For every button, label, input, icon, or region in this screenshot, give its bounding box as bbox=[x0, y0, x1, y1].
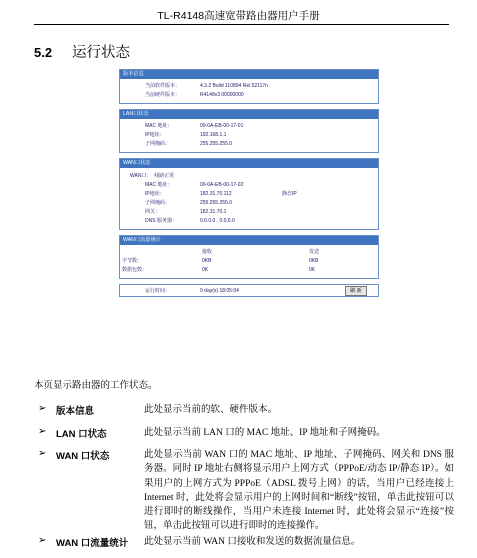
bullet-icon: ➢ bbox=[38, 448, 47, 459]
bullet-icon: ➢ bbox=[38, 403, 47, 414]
wan-mask-value: 255.255.255.0 bbox=[200, 200, 232, 206]
runtime-label: 运行时间： bbox=[145, 288, 171, 294]
version-panel-title: 版本信息 bbox=[120, 70, 378, 79]
traffic-col-send: 发送 bbox=[309, 249, 320, 255]
bullet-icon: ➢ bbox=[38, 426, 47, 437]
item-name: WAN 口流量统计 bbox=[56, 538, 129, 549]
packets-recv: 0K bbox=[202, 267, 209, 273]
packets-send: 0K bbox=[309, 267, 316, 273]
traffic-panel-title: WAN口流量统计 bbox=[120, 236, 378, 245]
wan-ip-mode: 静态IP bbox=[282, 191, 297, 197]
item-name: WAN 口状态 bbox=[56, 451, 110, 462]
lan-panel bbox=[119, 109, 379, 153]
section-number: 5.2 bbox=[34, 45, 53, 60]
runtime-value: 0 day(s) 18:05:04 bbox=[200, 287, 239, 294]
lan-panel-title: LAN口状态 bbox=[120, 110, 378, 119]
wan-gateway-value: 182.31.70.1 bbox=[200, 209, 227, 215]
lan-ip-label: IP地址： bbox=[145, 132, 165, 138]
wan-label: WAN口： bbox=[130, 173, 152, 179]
packets-label: 数据包数： bbox=[122, 267, 148, 273]
wan-mac-label: MAC 地址： bbox=[145, 182, 173, 188]
lan-mask-label: 子网掩码： bbox=[145, 141, 171, 147]
item-text: 此处显示当前 WAN 口的 MAC 地址、IP 地址、子网掩码、网关和 DNS 服务器。同时 IP 地址右侧将显示用户上网方式（PPPoE/动态 IP/静态 IP）。如果用户的上网方式为 PPPoE（ADSL 拨号上网）的话，当用户已经连接上 Internet 时，此处将会显示用户的上网时间和“断线”按钮，单击此按钮可以进行即时的断线操作，当用户未连接 Internet 时，此处将会显示“连接”按钮，单击此按钮可以进行即时的连接操作。 bbox=[144, 450, 454, 532]
lan-mac-label: MAC 地址： bbox=[145, 123, 173, 129]
lan-ip-value: 192.168.1.1 bbox=[200, 132, 227, 138]
page-description: 本页显示路由器的工作状态。 bbox=[34, 381, 158, 391]
wan-dns-label: DNS 服务器： bbox=[145, 218, 177, 224]
wan-panel-title: WAN口状态 bbox=[120, 159, 378, 168]
wan-panel bbox=[119, 158, 379, 230]
router-status-screenshot bbox=[119, 69, 379, 302]
wan-line-status: 线路正常 bbox=[154, 173, 175, 179]
software-version-value: 4.3.2 Build 110804 Rel.52117n bbox=[200, 83, 268, 89]
lan-mac-value: 00-0A-EB-00-17-01 bbox=[200, 123, 244, 129]
software-version-label: 当前软件版本： bbox=[145, 83, 181, 89]
hardware-version-label: 当前硬件版本： bbox=[145, 92, 181, 98]
header-rule bbox=[34, 24, 449, 25]
wan-ip-label: IP地址： bbox=[145, 191, 165, 197]
wan-gateway-label: 网关： bbox=[145, 209, 161, 215]
lan-mask-value: 255.255.255.0 bbox=[200, 141, 232, 147]
hardware-version-value: R4148v3 00000000 bbox=[200, 92, 244, 98]
item-name: LAN 口状态 bbox=[56, 429, 107, 440]
bullet-icon: ➢ bbox=[38, 535, 47, 546]
item-text: 此处显示当前 LAN 口的 MAC 地址、IP 地址和子网掩码。 bbox=[144, 428, 386, 438]
bytes-recv: 0KB bbox=[202, 258, 212, 264]
item-name: 版本信息 bbox=[56, 406, 95, 417]
refresh-button[interactable]: 刷 新 bbox=[345, 286, 367, 296]
wan-ip-value: 182.31.70.112 bbox=[200, 191, 232, 197]
item-text: 此处显示当前的软、硬件版本。 bbox=[144, 405, 278, 415]
section-heading bbox=[34, 41, 130, 62]
bytes-send: 0KB bbox=[309, 258, 319, 264]
item-text: 此处显示当前 WAN 口接收和发送的数据流量信息。 bbox=[144, 537, 361, 547]
traffic-panel bbox=[119, 235, 379, 279]
wan-mask-label: 子网掩码： bbox=[145, 200, 171, 206]
section-title: 运行状态 bbox=[72, 45, 130, 61]
wan-mac-value: 00-0A-EB-00-17-02 bbox=[200, 182, 244, 188]
traffic-col-recv: 接收 bbox=[202, 249, 213, 255]
wan-dns-value: 0.0.0.0 , 0.0.0.0 bbox=[200, 218, 235, 224]
bytes-label: 字节数： bbox=[122, 258, 143, 264]
page-header: TL-R4148高速宽带路由器用户手册 bbox=[157, 10, 320, 22]
version-panel bbox=[119, 69, 379, 104]
runtime-panel bbox=[119, 284, 379, 297]
